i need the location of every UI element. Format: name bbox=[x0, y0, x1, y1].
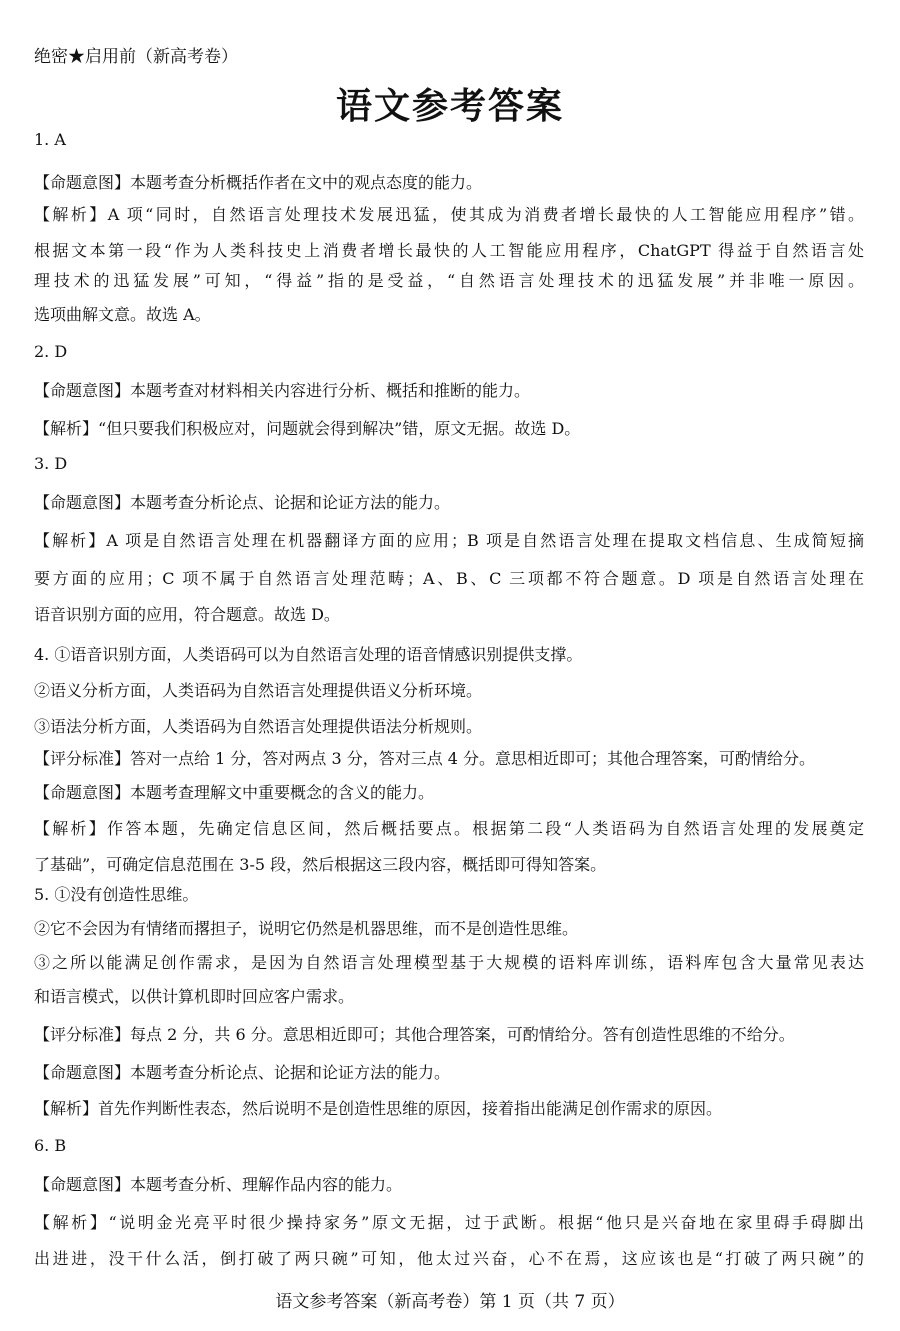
answer-line: 【命题意图】本题考查分析论点、论据和论证方法的能力。 bbox=[34, 493, 451, 512]
answer-line: 【解析】A 项“同时，自然语言处理技术发展迅猛，使其成为消费者增长最快的人工智能应用程序”错。 bbox=[34, 205, 864, 224]
answer-line: 3. D bbox=[34, 454, 68, 473]
answer-line: 理技术的迅猛发展”可知，“得益”指的是受益，“自然语言处理技术的迅猛发展”并非唯一原因。 bbox=[34, 271, 864, 290]
answer-line: 5. ①没有创造性思维。 bbox=[34, 885, 199, 904]
answer-line: 【命题意图】本题考查分析论点、论据和论证方法的能力。 bbox=[34, 1063, 451, 1082]
answer-line: 【解析】“说明金光亮平时很少操持家务”原文无据，过于武断。根据“他只是兴奋地在家里碍手碍脚出 bbox=[34, 1213, 864, 1232]
answer-line: 4. ①语音识别方面，人类语码可以为自然语言处理的语音情感识别提供支撑。 bbox=[34, 645, 583, 664]
answer-line: 选项曲解文意。故选 A。 bbox=[34, 305, 211, 324]
answer-line: ②它不会因为有情绪而撂担子，说明它仍然是机器思维，而不是创造性思维。 bbox=[34, 919, 579, 938]
page-footer: 语文参考答案（新高考卷）第 1 页（共 7 页） bbox=[275, 1292, 625, 1312]
answer-line: 【命题意图】本题考查理解文中重要概念的含义的能力。 bbox=[34, 783, 435, 802]
page-title: 语文参考答案 bbox=[335, 85, 564, 127]
answer-line: 【解析】作答本题，先确定信息区间，然后概括要点。根据第二段“人类语码为自然语言处理的发展奠定 bbox=[34, 819, 864, 838]
answer-line: 【命题意图】本题考查分析概括作者在文中的观点态度的能力。 bbox=[34, 173, 483, 192]
answer-line: 【解析】“但只要我们积极应对，问题就会得到解决”错，原文无据。故选 D。 bbox=[34, 419, 581, 438]
confidential-note: 绝密★启用前（新高考卷） bbox=[34, 47, 238, 67]
answer-line: 2. D bbox=[34, 342, 68, 361]
answer-line: 【评分标准】每点 2 分，共 6 分。意思相近即可；其他合理答案，可酌情给分。答有创造性思维的不给分。 bbox=[34, 1025, 795, 1044]
answer-line: 出进进，没干什么活，倒打破了两只碗”可知，他太过兴奋，心不在焉，这应该也是“打破了两只碗”的 bbox=[34, 1249, 864, 1268]
answer-line: ②语义分析方面，人类语码为自然语言处理提供语义分析环境。 bbox=[34, 681, 483, 700]
answer-line: 【评分标准】答对一点给 1 分，答对两点 3 分，答对三点 4 分。意思相近即可；其他合理答案，可酌情给分。 bbox=[34, 749, 816, 768]
answer-line: 【命题意图】本题考查对材料相关内容进行分析、概括和推断的能力。 bbox=[34, 381, 531, 400]
answer-line: 【解析】A 项是自然语言处理在机器翻译方面的应用；B 项是自然语言处理在提取文档信息、生成简短摘 bbox=[34, 531, 864, 550]
answer-line: 和语言模式，以供计算机即时回应客户需求。 bbox=[34, 987, 355, 1006]
answer-line: 6. B bbox=[34, 1136, 67, 1155]
answer-line: 1. A bbox=[34, 130, 66, 149]
answer-line: 根据文本第一段“作为人类科技史上消费者增长最快的人工智能应用程序，ChatGPT 得益于自然语言处 bbox=[34, 241, 864, 260]
answer-line: ③之所以能满足创作需求，是因为自然语言处理模型基于大规模的语料库训练，语料库包含大量常见表达 bbox=[34, 953, 864, 972]
answer-line: 要方面的应用；C 项不属于自然语言处理范畴；A、B、C 三项都不符合题意。D 项是自然语言处理在 bbox=[34, 569, 864, 588]
answer-line: 【解析】首先作判断性表态，然后说明不是创造性思维的原因，接着指出能满足创作需求的原因。 bbox=[34, 1099, 723, 1118]
answer-line: 语音识别方面的应用，符合题意。故选 D。 bbox=[34, 605, 340, 624]
answer-line: 【命题意图】本题考查分析、理解作品内容的能力。 bbox=[34, 1175, 403, 1194]
answer-line: 了基础”，可确定信息范围在 3-5 段，然后根据这三段内容，概括即可得知答案。 bbox=[34, 855, 607, 874]
answer-line: ③语法分析方面，人类语码为自然语言处理提供语法分析规则。 bbox=[34, 717, 483, 736]
